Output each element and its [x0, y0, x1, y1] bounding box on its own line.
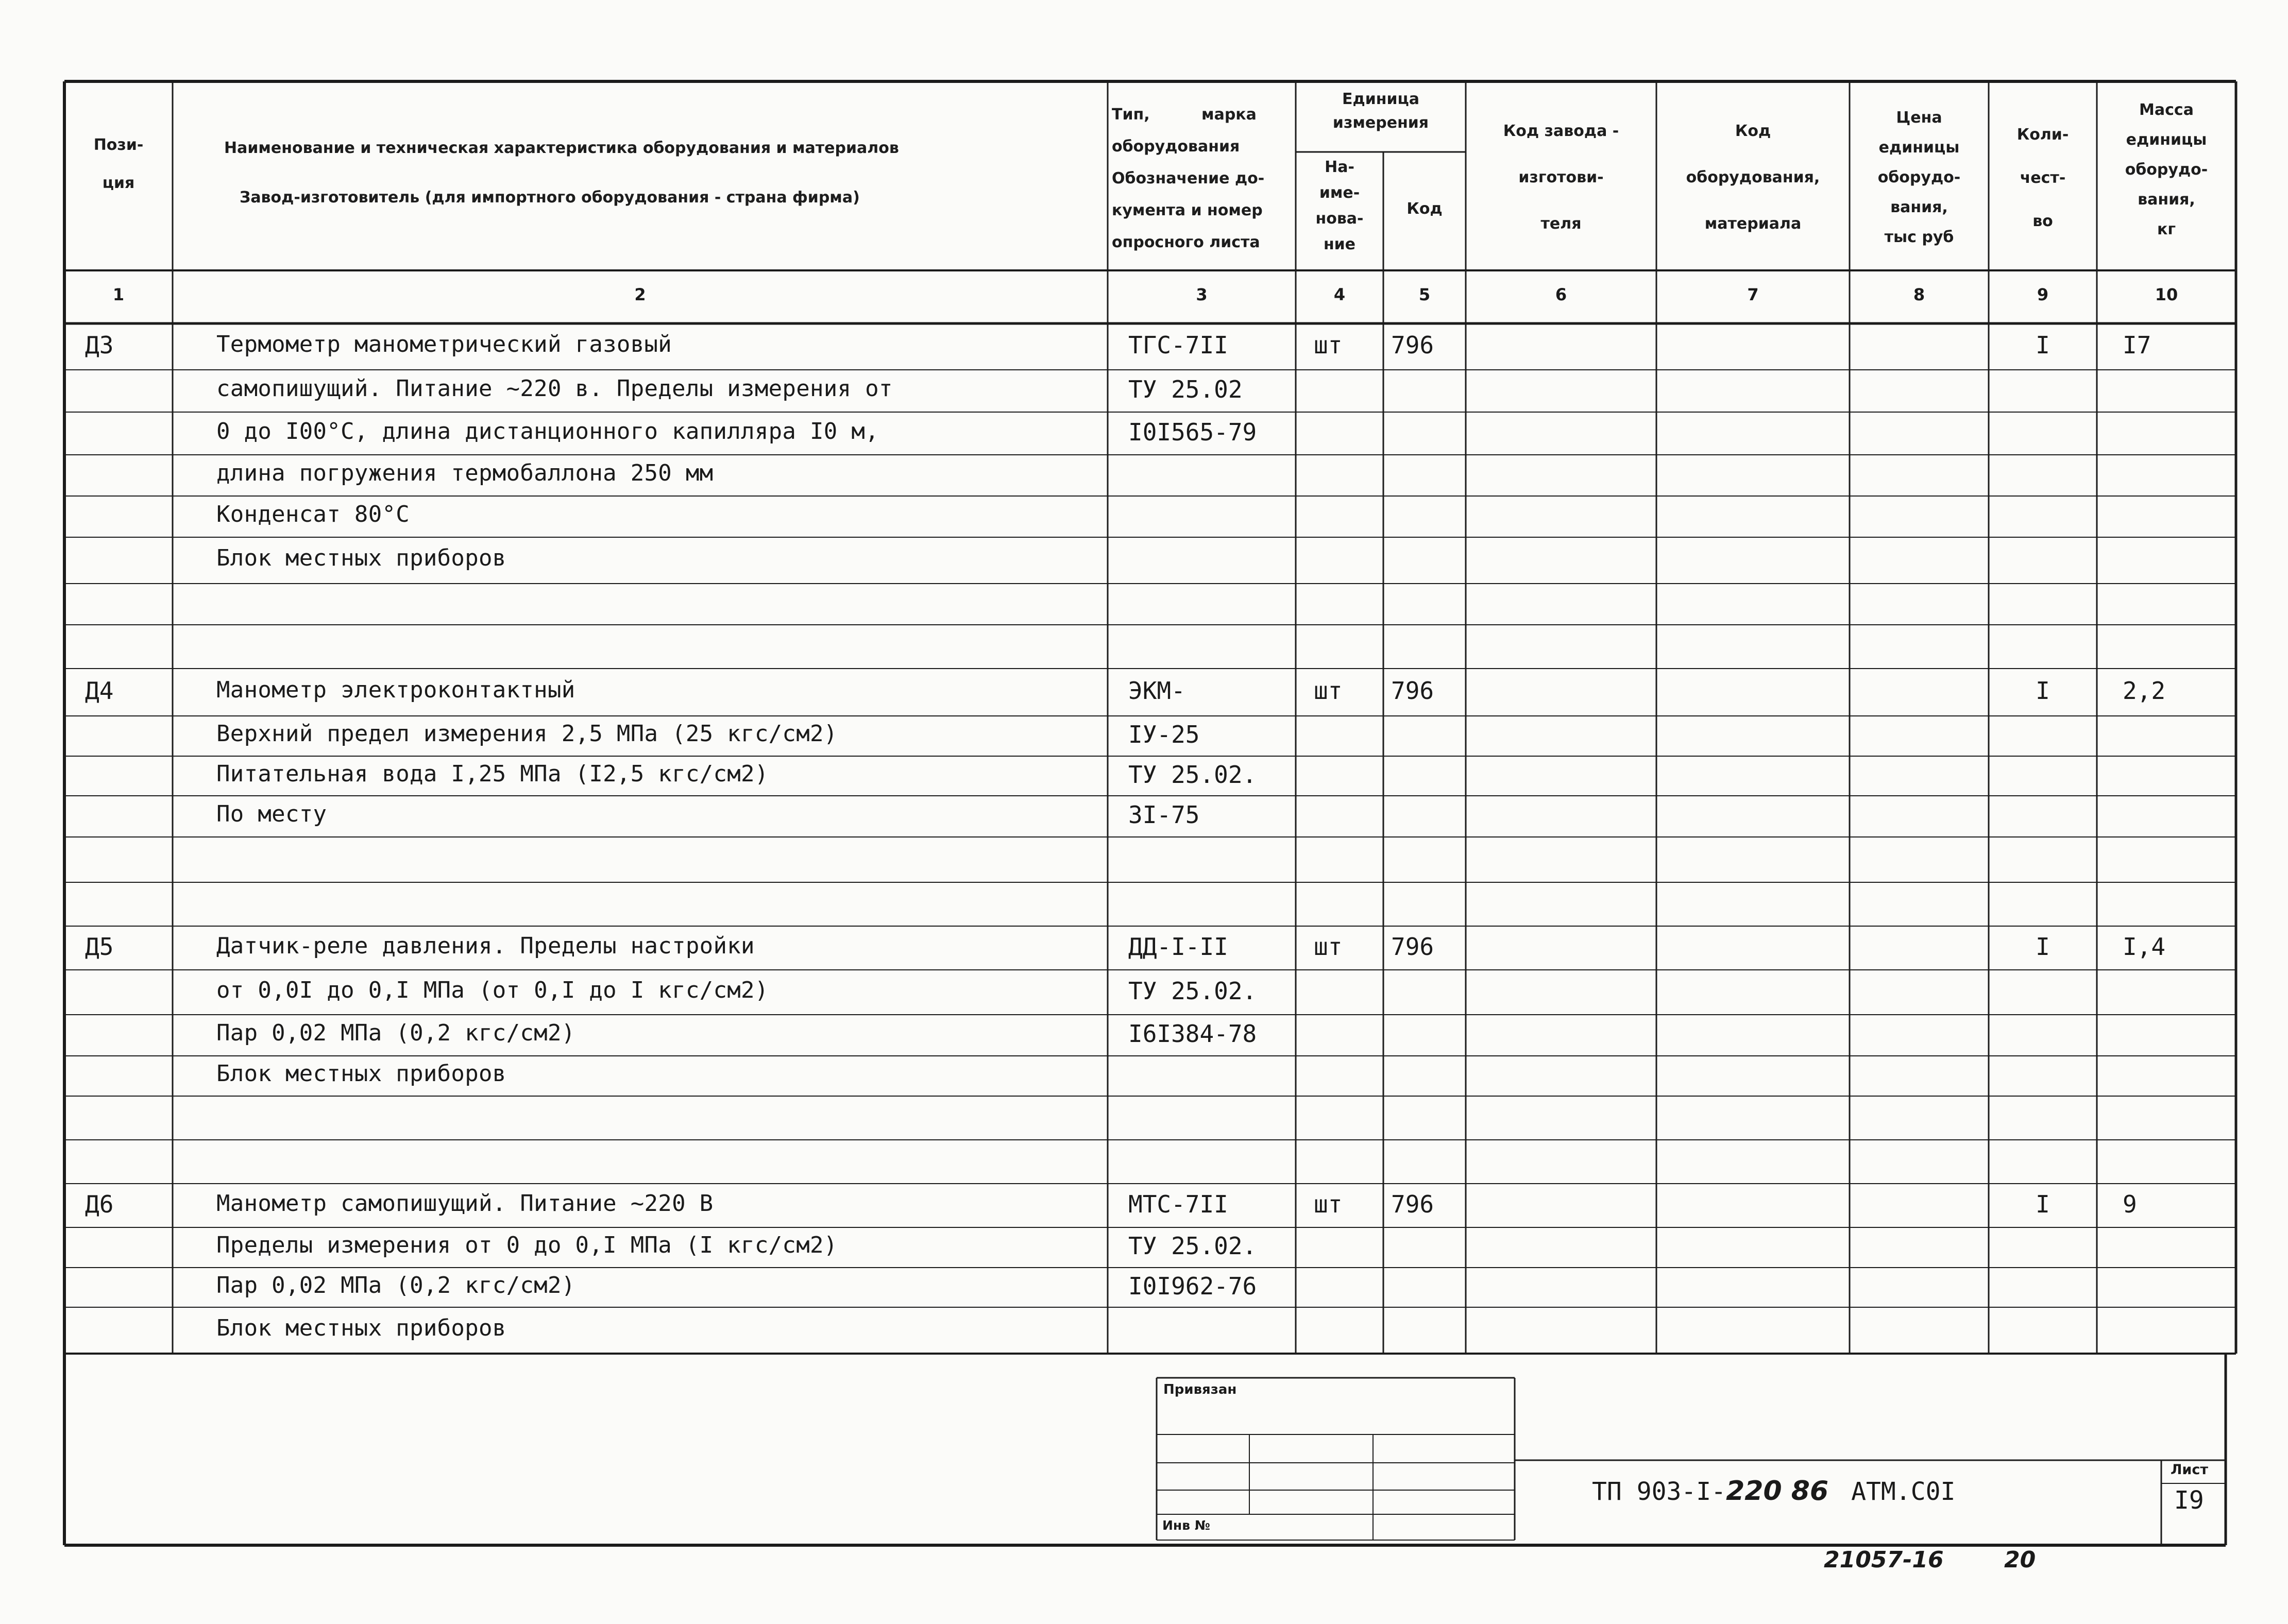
cell-type-document: ДД-I-II: [1128, 933, 1228, 961]
header-quantity-line: во: [2032, 212, 2053, 230]
header-mass-line: единицы: [2126, 131, 2207, 149]
header-unit-line: Единица: [1342, 90, 1419, 108]
cell-name: Блок местных приборов: [216, 1061, 506, 1087]
cell-type-document: ТУ 25.02.: [1128, 761, 1257, 789]
cell-name: Манометр самопишущий. Питание ~220 В: [216, 1190, 714, 1217]
cell-name: Пределы измерения от 0 до 0,I МПа (I кгс/см2): [216, 1232, 838, 1258]
footer-inventory-number: 21057-16: [1824, 1547, 1944, 1573]
header-equipment-code-line: оборудования,: [1686, 168, 1820, 186]
header-position: [64, 126, 173, 202]
column-number: 2: [634, 285, 646, 304]
header-name-line: Завод-изготовитель (для импортного оборудования - страна фирма): [240, 189, 860, 207]
header-mass-line: кг: [2157, 220, 2176, 238]
cell-name: Пар 0,02 МПа (0,2 кгс/см2): [216, 1020, 575, 1046]
header-factory-code: [1466, 108, 1656, 247]
document-code-suffix: АТМ.С0I: [1851, 1477, 1956, 1506]
header-unit-group: [1296, 88, 1466, 135]
header-unit-name-line: име-: [1319, 184, 1360, 202]
document-code-handwritten: 220 86: [1726, 1476, 1829, 1507]
header-equipment-code-line: материала: [1704, 215, 1802, 233]
cell-mass: 9: [2123, 1190, 2137, 1218]
column-number: 10: [2155, 285, 2178, 304]
cell-type-document: МТС-7II: [1128, 1190, 1228, 1218]
cell-type-document: I0I565-79: [1128, 418, 1257, 446]
cell-type-document: I6I384-78: [1128, 1020, 1257, 1048]
header-equipment-code: [1656, 108, 1850, 247]
cell-unit-name: шт: [1314, 677, 1343, 705]
cell-mass: I7: [2123, 331, 2151, 359]
header-quantity: [1989, 113, 2097, 243]
header-quantity-line: чест-: [2020, 169, 2066, 187]
cell-type-document: I0I962-76: [1128, 1272, 1257, 1300]
header-unit-name: [1296, 155, 1383, 258]
cell-name: Питательная вода I,25 МПа (I2,5 кгс/см2): [216, 761, 769, 787]
cell-position: Д3: [85, 331, 114, 359]
cell-type-document: ТУ 25.02.: [1128, 1232, 1257, 1260]
cell-unit-name: шт: [1314, 331, 1343, 359]
cell-name: Конденсат 80°С: [216, 501, 410, 527]
column-number: 8: [1913, 285, 1925, 304]
header-price: [1850, 103, 1989, 252]
cell-unit-code: 796: [1391, 933, 1434, 961]
header-price-line: оборудо-: [1877, 168, 1961, 186]
column-number: 5: [1418, 285, 1431, 304]
header-factory-code-line: Код завода -: [1503, 122, 1619, 140]
cell-unit-code: 796: [1391, 331, 1434, 359]
cell-name: Блок местных приборов: [216, 1315, 506, 1341]
cell-name: длина погружения термобаллона 250 мм: [216, 460, 714, 486]
header-mass: [2097, 95, 2236, 245]
cell-position: Д6: [85, 1190, 114, 1218]
header-unit-code: [1383, 193, 1466, 225]
header-type-line: кумента и номер: [1112, 201, 1263, 219]
header-unit-name-line: ние: [1323, 235, 1356, 253]
cell-name: По месту: [216, 801, 327, 827]
document-code-prefix: ТП 903-I-: [1592, 1477, 1726, 1506]
header-unit-code-line: Код: [1406, 200, 1443, 218]
cell-type-document: ЭКМ-: [1128, 677, 1185, 705]
cell-position: Д5: [85, 933, 114, 961]
cell-unit-name: шт: [1314, 933, 1343, 961]
header-quantity-line: Коли-: [2016, 126, 2069, 144]
header-factory-code-line: изготови-: [1518, 168, 1604, 186]
header-type: [1112, 99, 1297, 259]
cell-mass: I,4: [2123, 933, 2166, 961]
cell-quantity: I: [2036, 331, 2050, 359]
cell-type-document: 3I-75: [1128, 801, 1200, 829]
header-type-line: опросного листа: [1112, 233, 1260, 251]
column-number: 3: [1196, 285, 1208, 304]
header-unit-line: измерения: [1332, 114, 1429, 132]
header-name-line: Наименование и техническая характеристика оборудования и материалов: [224, 139, 899, 157]
header-price-line: тыс руб: [1884, 228, 1954, 246]
cell-unit-code: 796: [1391, 677, 1434, 705]
header-factory-code-line: теля: [1540, 215, 1582, 233]
header-name: [173, 124, 1108, 223]
header-price-line: Цена: [1896, 109, 1942, 127]
header-type-line: Тип, марка: [1112, 106, 1257, 124]
cell-name: 0 до I00°C, длина дистанционного капилляра I0 м,: [216, 418, 879, 445]
column-number: 1: [112, 285, 125, 304]
header-mass-line: вания,: [2138, 191, 2195, 209]
stamp-sheet-label: Лист: [2171, 1462, 2208, 1478]
cell-name: Верхний предел измерения 2,5 МПа (25 кгс/см2): [216, 721, 838, 747]
cell-unit-name: шт: [1314, 1190, 1343, 1218]
footer-page-number: 20: [2004, 1547, 2036, 1573]
stamp-document-code: [1592, 1476, 1955, 1507]
header-unit-name-line: нова-: [1315, 210, 1364, 228]
cell-position: Д4: [85, 677, 114, 705]
header-type-line: Обозначение до-: [1112, 169, 1265, 187]
header-price-line: единицы: [1878, 139, 1960, 157]
header-position-line: ция: [102, 174, 135, 192]
cell-name: от 0,0I до 0,I МПа (от 0,I до I кгс/см2): [216, 977, 769, 1003]
cell-type-document: IУ-25: [1128, 721, 1200, 748]
column-number: 7: [1747, 285, 1759, 304]
header-unit-name-line: На-: [1325, 158, 1354, 176]
header-position-line: Пози-: [93, 136, 144, 154]
stamp-sheet-number: I9: [2174, 1486, 2204, 1515]
cell-name: Датчик-реле давления. Пределы настройки: [216, 933, 755, 959]
cell-name: Пар 0,02 МПа (0,2 кгс/см2): [216, 1272, 575, 1298]
cell-type-document: ТУ 25.02.: [1128, 977, 1257, 1005]
cell-name: Термометр манометрический газовый: [216, 331, 672, 357]
column-number: 6: [1555, 285, 1567, 304]
cell-type-document: ТУ 25.02: [1128, 375, 1243, 403]
header-mass-line: оборудо-: [2125, 161, 2208, 179]
header-equipment-code-line: Код: [1735, 122, 1771, 140]
cell-name: Манометр электроконтактный: [216, 677, 575, 703]
column-number: 4: [1333, 285, 1346, 304]
cell-mass: 2,2: [2123, 677, 2166, 705]
cell-unit-code: 796: [1391, 1190, 1434, 1218]
cell-quantity: I: [2036, 1190, 2050, 1218]
cell-quantity: I: [2036, 933, 2050, 961]
cell-quantity: I: [2036, 677, 2050, 705]
stamp-inv-label: Инв №: [1162, 1518, 1210, 1533]
header-type-line: оборудования: [1112, 138, 1240, 156]
column-number: 9: [2037, 285, 2049, 304]
cell-type-document: ТГС-7II: [1128, 331, 1228, 359]
cell-name: самопишущий. Питание ~220 в. Пределы измерения от: [216, 375, 893, 402]
stamp-linked-label: Привязан: [1163, 1382, 1237, 1397]
header-price-line: вания,: [1890, 198, 1948, 216]
cell-name: Блок местных приборов: [216, 545, 506, 571]
header-mass-line: Масса: [2139, 101, 2194, 119]
